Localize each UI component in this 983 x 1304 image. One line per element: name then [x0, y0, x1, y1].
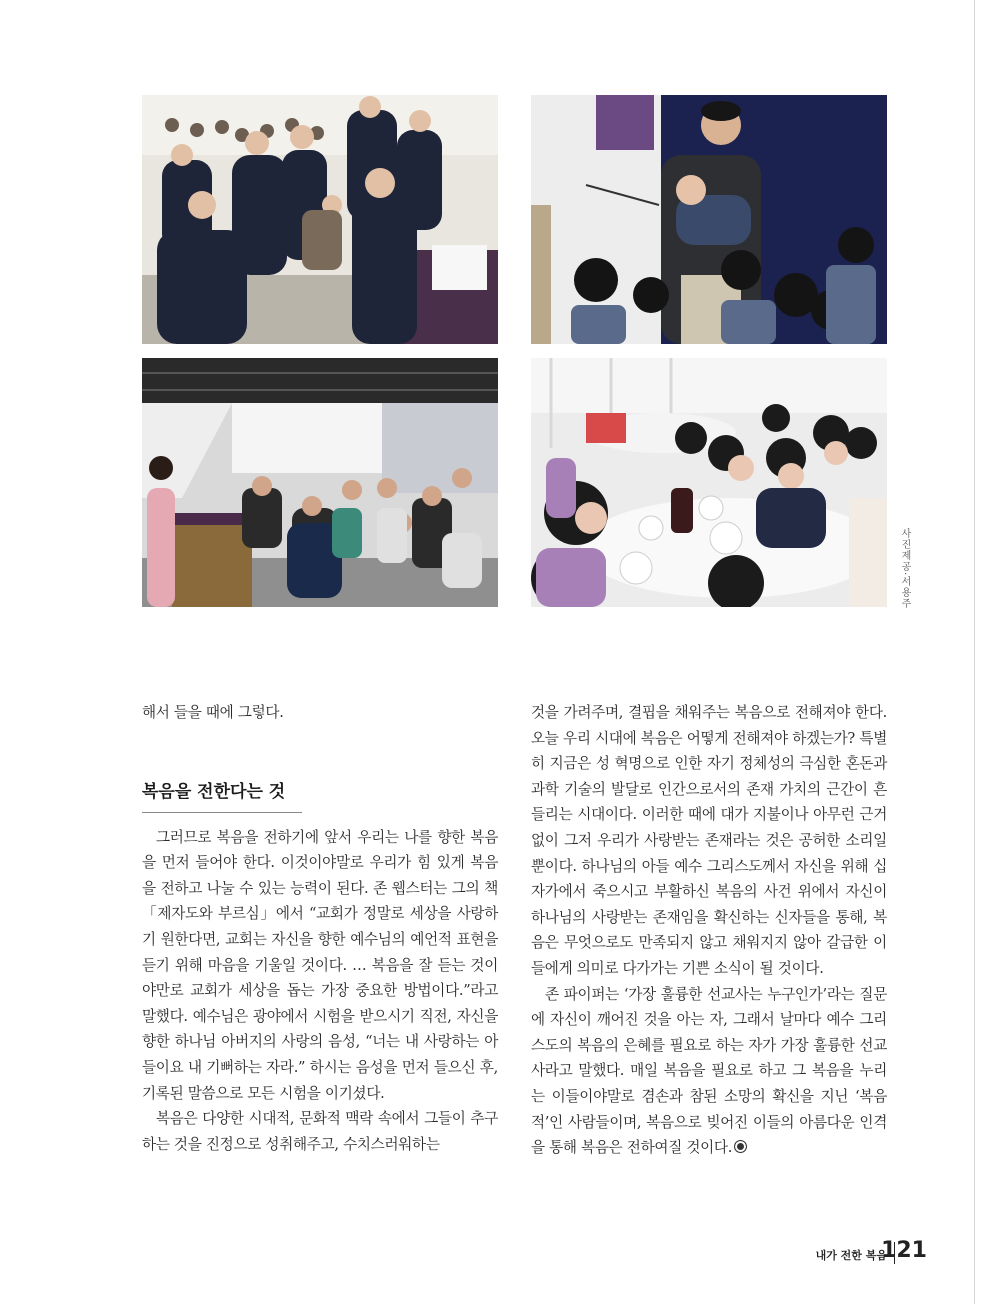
page-edge-line: [974, 0, 975, 1304]
page-number: 121: [881, 1238, 927, 1263]
section-title: 복음을 전한다는 것: [142, 777, 302, 813]
section-label: 내가 전한 복음: [815, 1249, 887, 1262]
right-column: [531, 700, 887, 1161]
body-paragraph: 그러므로 복음을 전하기에 앞서 우리는 나를 향한 복음을 먼저 들어야 한다. 이것이야말로 우리가 힘 있게 복음을 전하고 나눌 수 있는 능력이 된다. 존 웹스터는 그의 책 「제자도와 부르심」에서 “교회가 정말로 세상을 사랑하기 원한다면, 교회는 자신을 향한 예수님의 예언적 표현을 듣기 위해 마음을 기울일 것이다. … 복음을 잘 듣는 것이야만로 교회가 세상을 돕는 가장 중요한 방법이다.”라고 말했다. 예수님은 광야에서 시험을 받으시기 직전, 자신을 향한 하나님 아버지의 사랑의 음성, “너는 내 사랑하는 아들이요 내 기뻐하는 자라.” 하시는 음성을 먼저 들으신 후, 기록된 말씀으로 모든 시험을 이기셨다.: [142, 828, 498, 1102]
photo-father-with-baby: [531, 95, 887, 344]
photo-credit: 사진제공·서용주: [899, 528, 910, 610]
photo-fellowship-meal: [531, 358, 887, 607]
body-paragraph-final: [531, 982, 887, 1161]
body-paragraph: 것을 가려주며, 결핍을 채워주는 복음으로 전해져야 한다. 오늘 우리 시대에 복음은 어떻게 전해져야 하겠는가? 특별히 지금은 성 혁명으로 인한 자기 정체성의 극심한 혼돈과 과학 기술의 발달로 인간으로서의 존재 가치의 근간이 흔들리는 시대이다. 이러한 때에 대가 지불이나 아무런 근거 없이 그저 우리가 사랑받는 존재라는 것은 공허한 소리일 뿐이다. 하나님의 아들 예수 그리스도께서 자신을 위해 십자가에서 죽으시고 부활하신 복음의 사건 위에서 자신이 하나님의 사랑받는 존재임을 확신하는 신자들을 통해, 복음은 무엇으로도 만족되지 않고 채워지지 않아 갈급한 이들에게 의미로 다가가는 기쁜 소식이 될 것이다.: [531, 704, 887, 977]
body-paragraph: 복음은 다양한 시대적, 문화적 맥락 속에서 그들이 추구하는 것을 진정으로 성취해주고, 수치스러워하는: [142, 1110, 498, 1153]
photo-laying-on-of-hands: [142, 95, 498, 344]
end-mark-icon: [734, 1140, 747, 1153]
left-column: [142, 700, 498, 1157]
body-paragraph-text: 존 파이퍼는 ‘가장 훌륭한 선교사는 누구인가’라는 질문에 자신이 깨어진 것을 아는 자, 그래서 날마다 예수 그리스도의 복음의 은혜를 필요로 하는 자가 가장 훌륭한 선교사라고 말했다. 매일 복음을 필요로 하고 그 복음을 누리는 이들이야말로 겸손과 참된 소망의 확신을 지닌 ‘복음적’인 사람들이며, 복음으로 빚어진 이들의 아름다운 인격을 통해 복음은 전하여질 것이다.: [531, 985, 887, 1157]
lead-line: 해서 들을 때에 그렇다.: [142, 704, 284, 721]
photo-worship-hall: [142, 358, 498, 607]
